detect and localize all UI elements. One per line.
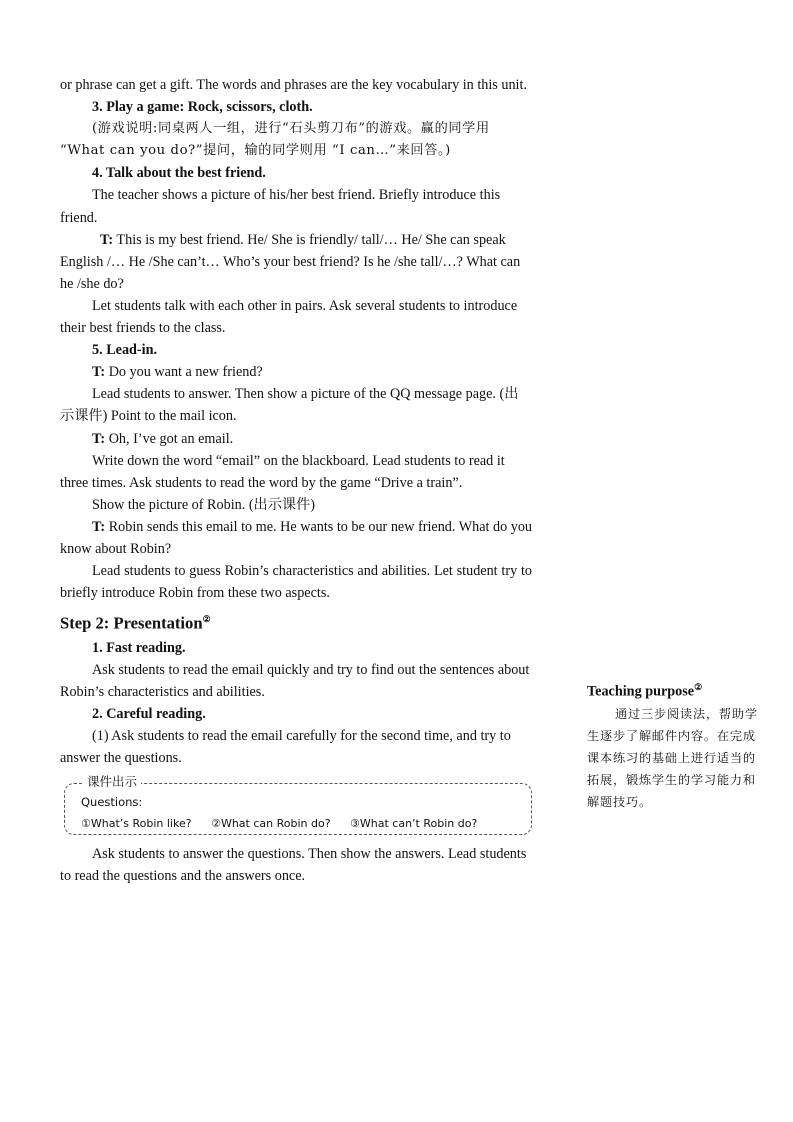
game-note: (游戏说明:同桌两人一组，进行“石头剪刀布”的游戏。赢的同学用 “What can you do?”提问，输的同学则用 “I can…”来回答。) bbox=[60, 121, 490, 159]
teaching-purpose-title bbox=[587, 676, 759, 703]
heading-lead-in: 5. Lead-in. bbox=[92, 342, 158, 359]
questions-label: Questions: bbox=[81, 795, 143, 810]
best-friend-paragraph: The teacher shows a picture of his/her best friend. Briefly introduce this friend. bbox=[60, 187, 501, 226]
courseware-box bbox=[64, 774, 532, 835]
intro-paragraph: or phrase can get a gift. The words and phrases are the key vocabulary in this unit. bbox=[60, 77, 527, 93]
final-paragraph: Ask students to answer the questions. Then show the answers. Lead students to read the questions and the answers once. bbox=[60, 846, 527, 885]
teacher-line bbox=[60, 361, 532, 383]
main-column bbox=[60, 74, 532, 888]
dialogue-text: This is my best friend. He/ She is friendly/ tall/… He/ She can speak English /… He /She can’t… Who’s your best friend? Is he /she tall/…? What can he /she do? bbox=[60, 231, 521, 292]
teaching-purpose-text: 通过三步阅读法，帮助学生逐步了解邮件内容。在完成课本练习的基础上进行适当的拓展，锻炼学生的学习能力和解题技巧。 bbox=[587, 706, 758, 809]
dialogue-text: Oh, I’ve got an email. bbox=[105, 430, 234, 447]
heading-careful-reading: 2. Careful reading. bbox=[92, 706, 206, 723]
questions-list bbox=[81, 816, 493, 832]
careful-reading-paragraph: (1) Ask students to read the email carefully for the second time, and try to answer the questions. bbox=[60, 728, 511, 767]
heading-play-game: 3. Play a game: Rock, scissors, cloth. bbox=[92, 99, 313, 116]
teacher-line bbox=[60, 428, 532, 450]
robin-picture-paragraph: Show the picture of Robin. (出示课件) bbox=[92, 496, 316, 513]
footnote-mark: ② bbox=[694, 682, 703, 692]
speaker-label: T: bbox=[92, 364, 106, 381]
question-item: ②What can Robin do? bbox=[211, 817, 331, 831]
dialogue-text: Robin sends this email to me. He wants to be our new friend. What do you know about Robin? bbox=[60, 518, 533, 557]
heading-best-friend: 4. Talk about the best friend. bbox=[92, 165, 266, 182]
dialogue-text: Do you want a new friend? bbox=[105, 364, 263, 381]
fast-reading-paragraph: Ask students to read the email quickly and try to find out the sentences about Robin’s characteristics and abilities. bbox=[60, 661, 530, 700]
footnote-mark: ② bbox=[202, 614, 211, 625]
speaker-label: T: bbox=[92, 518, 106, 535]
courseware-title: 课件出示 bbox=[83, 774, 141, 790]
teaching-purpose-label: Teaching purpose bbox=[587, 683, 695, 700]
qq-paragraph: Lead students to answer. Then show a picture of the QQ message page. (出示课件) Point to the mail icon. bbox=[60, 386, 519, 425]
speaker-label: T: bbox=[92, 430, 106, 447]
teacher-dialogue bbox=[60, 229, 532, 295]
step2-title: Step 2: Presentation bbox=[60, 613, 203, 633]
question-item: ①What’s Robin like? bbox=[81, 817, 192, 831]
step2-heading bbox=[60, 606, 532, 637]
question-item: ③What can’t Robin do? bbox=[350, 817, 478, 831]
speaker-label: T: bbox=[100, 231, 114, 248]
pairs-paragraph: Let students talk with each other in pairs. Ask several students to introduce their best friends to the class. bbox=[60, 297, 518, 337]
heading-fast-reading: 1. Fast reading. bbox=[92, 639, 186, 656]
email-word-paragraph: Write down the word “email” on the blackboard. Lead students to read it three times. Ask students to read the word by the game “Drive a train”. bbox=[60, 452, 505, 491]
teacher-line bbox=[60, 516, 532, 560]
guess-paragraph: Lead students to guess Robin’s characteristics and abilities. Let student try to briefly introduce Robin from these two aspects. bbox=[60, 563, 532, 602]
sidebar-teaching-purpose bbox=[587, 676, 759, 813]
